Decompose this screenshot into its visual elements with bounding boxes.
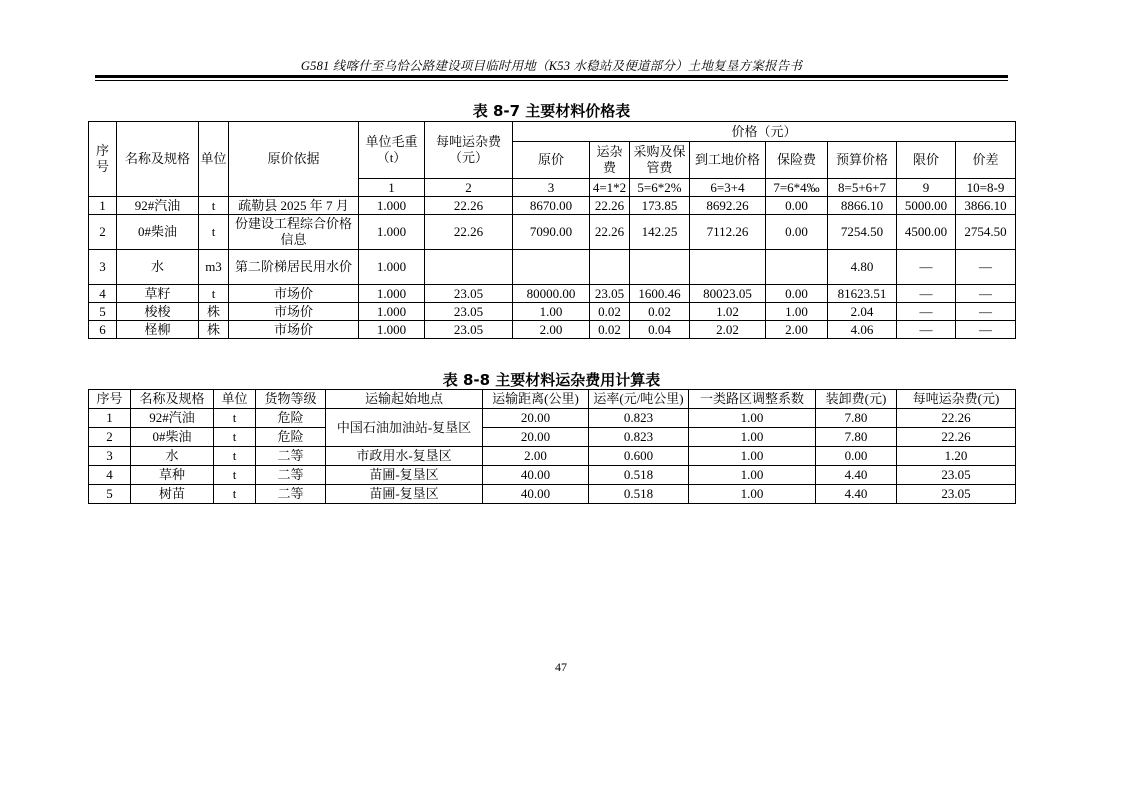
col-header-insurance: 保险费 <box>766 142 828 179</box>
cell-unit: t <box>214 447 256 466</box>
cell-transport: 22.26 <box>590 197 630 215</box>
cell-freight: 1.20 <box>897 447 1016 466</box>
cell-seq: 1 <box>89 409 131 428</box>
cell-budget: 4.06 <box>828 321 897 339</box>
cell-unit: t <box>214 485 256 504</box>
col-header-freight: 每吨运杂费（元） <box>425 122 513 179</box>
cell-transport: 22.26 <box>590 215 630 250</box>
cell-insurance <box>766 250 828 285</box>
col-header-basis: 原价依据 <box>229 122 359 197</box>
cell-purchase: 142.25 <box>630 215 690 250</box>
table-row <box>89 466 1016 485</box>
cell-rate: 0.823 <box>589 409 689 428</box>
cell-budget: 2.04 <box>828 303 897 321</box>
cell-seq: 5 <box>89 303 117 321</box>
formula-cell: 3 <box>513 179 590 197</box>
cell-freight: 22.26 <box>897 428 1016 447</box>
col-header-budget: 预算价格 <box>828 142 897 179</box>
cell-distance: 40.00 <box>483 485 589 504</box>
cell-budget: 8866.10 <box>828 197 897 215</box>
cell-diff: 3866.10 <box>956 197 1016 215</box>
cell-handling: 7.80 <box>816 409 897 428</box>
cell-grade: 二等 <box>256 447 326 466</box>
cell-coef: 1.00 <box>689 428 816 447</box>
cell-site: 1.02 <box>690 303 766 321</box>
cell-rate: 0.600 <box>589 447 689 466</box>
table-row <box>89 409 1016 428</box>
cell-purchase: 0.02 <box>630 303 690 321</box>
cell-name: 92#汽油 <box>117 197 199 215</box>
col-header-orig-price: 原价 <box>513 142 590 179</box>
cell-insurance: 0.00 <box>766 285 828 303</box>
cell-orig: 1.00 <box>513 303 590 321</box>
cell-seq: 4 <box>89 285 117 303</box>
cell-purchase: 0.04 <box>630 321 690 339</box>
cell-name: 0#柴油 <box>117 215 199 250</box>
cell-purchase <box>630 250 690 285</box>
cell-orig <box>513 250 590 285</box>
cell-limit: 4500.00 <box>897 215 956 250</box>
cell-route: 苗圃-复垦区 <box>326 485 483 504</box>
cell-weight: 1.000 <box>359 215 425 250</box>
cell-weight: 1.000 <box>359 321 425 339</box>
cell-unit: t <box>199 197 229 215</box>
cell-limit: — <box>897 285 956 303</box>
cell-distance: 20.00 <box>483 428 589 447</box>
cell-name: 水 <box>131 447 214 466</box>
table-row <box>89 250 1016 285</box>
cell-handling: 7.80 <box>816 428 897 447</box>
table2-caption: 表 8-8 主要材料运杂费用计算表 <box>442 371 661 389</box>
cell-coef: 1.00 <box>689 447 816 466</box>
col-header-seq: 序号 <box>89 122 117 197</box>
cell-site: 7112.26 <box>690 215 766 250</box>
cell-seq: 4 <box>89 466 131 485</box>
col-header-unit: 单位 <box>214 390 256 409</box>
cell-seq: 6 <box>89 321 117 339</box>
cell-unit: t <box>214 409 256 428</box>
col-header-rate: 运率(元/吨公里) <box>589 390 689 409</box>
cell-grade: 二等 <box>256 466 326 485</box>
cell-freight: 23.05 <box>425 285 513 303</box>
cell-seq: 1 <box>89 197 117 215</box>
cell-diff: — <box>956 303 1016 321</box>
material-price-table <box>88 121 1016 339</box>
cell-coef: 1.00 <box>689 485 816 504</box>
cell-distance: 20.00 <box>483 409 589 428</box>
freight-calc-table <box>88 389 1016 504</box>
cell-diff: 2754.50 <box>956 215 1016 250</box>
formula-cell: 10=8-9 <box>956 179 1016 197</box>
cell-name: 0#柴油 <box>131 428 214 447</box>
table1-caption: 表 8-7 主要材料价格表 <box>472 102 631 120</box>
cell-handling: 0.00 <box>816 447 897 466</box>
table-row <box>89 285 1016 303</box>
cell-seq: 5 <box>89 485 131 504</box>
col-header-price-group: 价格（元） <box>513 122 1016 142</box>
header-rule-thin <box>95 80 1008 81</box>
cell-diff: — <box>956 285 1016 303</box>
cell-orig: 7090.00 <box>513 215 590 250</box>
cell-unit: 株 <box>199 303 229 321</box>
cell-unit: t <box>214 428 256 447</box>
col-header-limit: 限价 <box>897 142 956 179</box>
cell-route: 苗圃-复垦区 <box>326 466 483 485</box>
formula-cell: 1 <box>359 179 425 197</box>
cell-basis: 份建设工程综合价格信息 <box>229 215 359 250</box>
col-header-coef: 一类路区调整系数 <box>689 390 816 409</box>
cell-seq: 2 <box>89 215 117 250</box>
col-header-seq: 序号 <box>89 390 131 409</box>
cell-transport: 23.05 <box>590 285 630 303</box>
cell-distance: 2.00 <box>483 447 589 466</box>
table-row <box>89 447 1016 466</box>
cell-grade: 危险 <box>256 409 326 428</box>
cell-freight: 23.05 <box>897 466 1016 485</box>
cell-site: 80023.05 <box>690 285 766 303</box>
table-row <box>89 321 1016 339</box>
cell-purchase: 1600.46 <box>630 285 690 303</box>
formula-cell: 6=3+4 <box>690 179 766 197</box>
cell-weight: 1.000 <box>359 303 425 321</box>
col-header-unit: 单位 <box>199 122 229 197</box>
cell-rate: 0.518 <box>589 466 689 485</box>
cell-coef: 1.00 <box>689 466 816 485</box>
cell-freight: 23.05 <box>425 321 513 339</box>
col-header-name: 名称及规格 <box>117 122 199 197</box>
cell-budget: 4.80 <box>828 250 897 285</box>
cell-limit: — <box>897 303 956 321</box>
cell-handling: 4.40 <box>816 466 897 485</box>
cell-weight: 1.000 <box>359 285 425 303</box>
cell-orig: 8670.00 <box>513 197 590 215</box>
cell-diff: — <box>956 321 1016 339</box>
cell-site: 2.02 <box>690 321 766 339</box>
table-row <box>89 197 1016 215</box>
cell-insurance: 0.00 <box>766 215 828 250</box>
table-row <box>89 428 1016 447</box>
cell-basis: 市场价 <box>229 303 359 321</box>
cell-transport: 0.02 <box>590 303 630 321</box>
cell-unit: t <box>199 215 229 250</box>
cell-freight <box>425 250 513 285</box>
cell-unit: 株 <box>199 321 229 339</box>
cell-basis: 市场价 <box>229 321 359 339</box>
cell-route: 中国石油加油站-复垦区 <box>326 409 483 447</box>
col-header-to-site: 到工地价格 <box>690 142 766 179</box>
cell-basis: 市场价 <box>229 285 359 303</box>
formula-cell: 7=6*4‰ <box>766 179 828 197</box>
cell-seq: 3 <box>89 250 117 285</box>
col-header-route: 运输起始地点 <box>326 390 483 409</box>
cell-weight: 1.000 <box>359 197 425 215</box>
header-rule-thick <box>95 75 1008 78</box>
cell-unit: m3 <box>199 250 229 285</box>
document-header: G581 线喀什至乌恰公路建设项目临时用地（K53 水稳站及便道部分）土地复垦方案报告书 <box>300 59 803 73</box>
cell-unit: t <box>199 285 229 303</box>
table-row <box>89 485 1016 504</box>
cell-freight: 22.26 <box>425 215 513 250</box>
cell-weight: 1.000 <box>359 250 425 285</box>
cell-name: 梭梭 <box>117 303 199 321</box>
formula-cell: 4=1*2 <box>590 179 630 197</box>
cell-grade: 二等 <box>256 485 326 504</box>
col-header-transport: 运杂费 <box>590 142 630 179</box>
cell-site: 8692.26 <box>690 197 766 215</box>
col-header-name: 名称及规格 <box>131 390 214 409</box>
cell-rate: 0.823 <box>589 428 689 447</box>
cell-unit: t <box>214 466 256 485</box>
cell-basis: 疏勒县 2025 年 7 月 <box>229 197 359 215</box>
cell-limit: — <box>897 321 956 339</box>
cell-name: 草籽 <box>117 285 199 303</box>
cell-coef: 1.00 <box>689 409 816 428</box>
cell-route: 市政用水-复垦区 <box>326 447 483 466</box>
formula-cell: 9 <box>897 179 956 197</box>
cell-orig: 2.00 <box>513 321 590 339</box>
cell-seq: 2 <box>89 428 131 447</box>
cell-transport: 0.02 <box>590 321 630 339</box>
col-header-gross-weight: 单位毛重（t） <box>359 122 425 179</box>
col-header-distance: 运输距离(公里) <box>483 390 589 409</box>
cell-orig: 80000.00 <box>513 285 590 303</box>
cell-seq: 3 <box>89 447 131 466</box>
cell-freight: 23.05 <box>897 485 1016 504</box>
col-header-grade: 货物等级 <box>256 390 326 409</box>
cell-insurance: 2.00 <box>766 321 828 339</box>
col-header-handling: 装卸费(元) <box>816 390 897 409</box>
cell-freight: 22.26 <box>897 409 1016 428</box>
cell-limit: — <box>897 250 956 285</box>
cell-purchase: 173.85 <box>630 197 690 215</box>
cell-diff: — <box>956 250 1016 285</box>
col-header-purchase: 采购及保管费 <box>630 142 690 179</box>
page-number: 47 <box>555 660 567 674</box>
col-header-diff: 价差 <box>956 142 1016 179</box>
cell-name: 水 <box>117 250 199 285</box>
cell-name: 92#汽油 <box>131 409 214 428</box>
cell-site <box>690 250 766 285</box>
cell-budget: 81623.51 <box>828 285 897 303</box>
cell-distance: 40.00 <box>483 466 589 485</box>
cell-rate: 0.518 <box>589 485 689 504</box>
formula-cell: 2 <box>425 179 513 197</box>
formula-cell: 8=5+6+7 <box>828 179 897 197</box>
col-header-freight: 每吨运杂费(元) <box>897 390 1016 409</box>
cell-freight: 22.26 <box>425 197 513 215</box>
cell-basis: 第二阶梯居民用水价 <box>229 250 359 285</box>
cell-handling: 4.40 <box>816 485 897 504</box>
cell-name: 树苗 <box>131 485 214 504</box>
cell-limit: 5000.00 <box>897 197 956 215</box>
cell-freight: 23.05 <box>425 303 513 321</box>
table-row <box>89 303 1016 321</box>
cell-grade: 危险 <box>256 428 326 447</box>
cell-insurance: 1.00 <box>766 303 828 321</box>
cell-budget: 7254.50 <box>828 215 897 250</box>
table-row <box>89 215 1016 250</box>
cell-insurance: 0.00 <box>766 197 828 215</box>
formula-cell: 5=6*2% <box>630 179 690 197</box>
cell-name: 柽柳 <box>117 321 199 339</box>
cell-name: 草种 <box>131 466 214 485</box>
cell-transport <box>590 250 630 285</box>
